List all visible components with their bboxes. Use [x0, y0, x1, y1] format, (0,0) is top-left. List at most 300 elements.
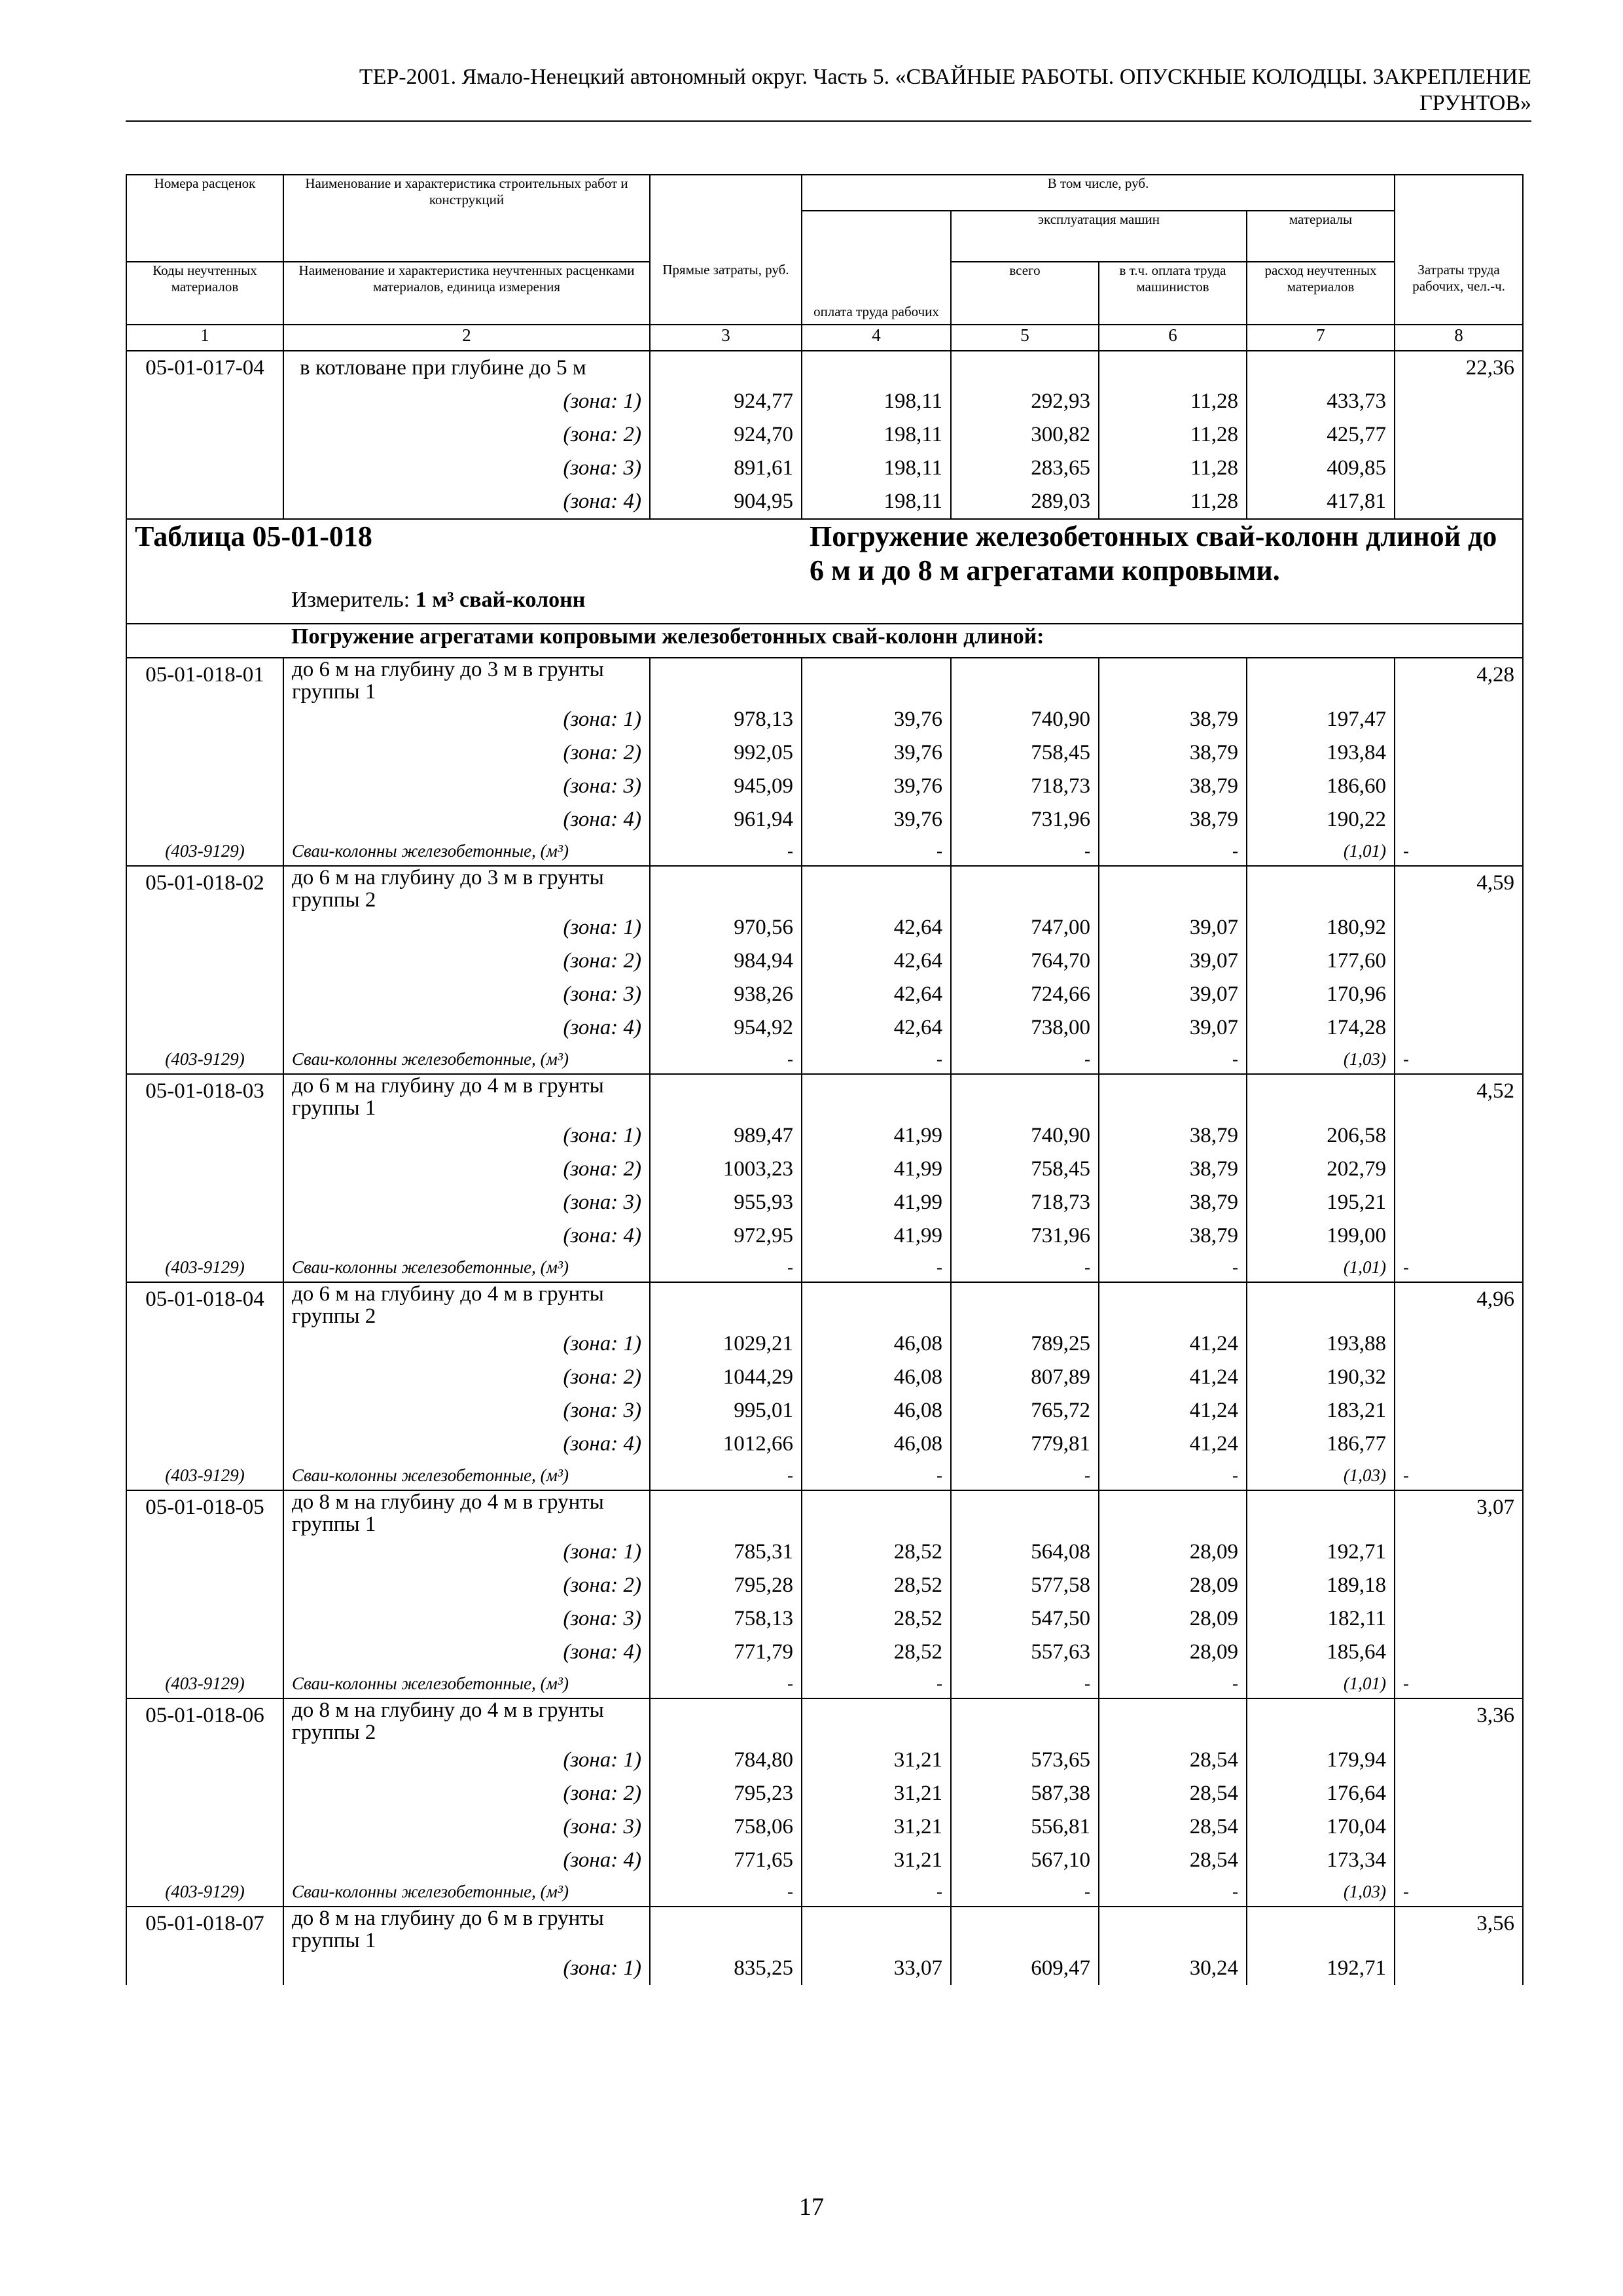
empty-cell [126, 1219, 283, 1253]
empty-cell [1099, 1490, 1247, 1535]
materials-cost: 176,64 [1247, 1777, 1395, 1810]
zone-row [126, 703, 1523, 736]
machines-total: 718,73 [951, 1186, 1099, 1219]
zone-row [126, 1219, 1523, 1253]
materials-cost: 206,58 [1247, 1119, 1395, 1153]
machinist-wages: 30,24 [1099, 1952, 1247, 1985]
table-title-row [126, 519, 1523, 588]
zone-label: (зона: 2) [283, 1569, 650, 1602]
empty-cell [802, 1282, 951, 1327]
column-number: 5 [951, 325, 1099, 351]
empty-cell [1395, 1153, 1523, 1186]
materials-cost: 199,00 [1247, 1219, 1395, 1253]
material-dash: - [650, 836, 802, 866]
machines-total: 556,81 [951, 1810, 1099, 1844]
page-header [126, 64, 1531, 122]
zone-row [126, 1569, 1523, 1602]
column-number: 1 [126, 325, 283, 351]
empty-cell [802, 1074, 951, 1119]
empty-cell [951, 1490, 1099, 1535]
rate-code: 05-01-017-04 [126, 351, 283, 385]
empty-cell [126, 385, 283, 418]
zone-label: (зона: 3) [283, 1602, 650, 1636]
materials-cost: 183,21 [1247, 1394, 1395, 1427]
machines-header: эксплуатация машин [951, 211, 1247, 262]
material-quantity: (1,03) [1247, 1877, 1395, 1907]
column-number: 8 [1395, 325, 1523, 351]
direct-cost: 970,56 [650, 911, 802, 944]
zone-label: (зона: 4) [283, 1844, 650, 1877]
rate-code: 05-01-018-04 [126, 1282, 283, 1327]
table-row [126, 1074, 1523, 1119]
empty-cell [126, 911, 283, 944]
material-dash: - [1395, 1669, 1523, 1698]
empty-cell [650, 866, 802, 911]
machines-total: 577,58 [951, 1569, 1099, 1602]
zone-row [126, 1810, 1523, 1844]
zone-label: (зона: 1) [283, 1535, 650, 1569]
material-code: (403-9129) [126, 836, 283, 866]
zone-row [126, 1777, 1523, 1810]
direct-cost: 978,13 [650, 703, 802, 736]
zone-row [126, 1744, 1523, 1777]
worker-wages: 39,76 [802, 770, 951, 803]
empty-cell [951, 1907, 1099, 1952]
material-dash: - [951, 1045, 1099, 1074]
materials-cost: 186,77 [1247, 1427, 1395, 1461]
machinist-wages: 38,79 [1099, 803, 1247, 836]
materials-cost: 195,21 [1247, 1186, 1395, 1219]
worker-wages: 42,64 [802, 1011, 951, 1045]
empty-cell [1395, 1744, 1523, 1777]
materials-header: материалы [1247, 211, 1395, 262]
empty-cell [650, 1282, 802, 1327]
materials-cost: 170,96 [1247, 978, 1395, 1011]
rate-code: 05-01-018-01 [126, 658, 283, 703]
machinist-wages: 28,09 [1099, 1636, 1247, 1669]
labor-cost: 4,96 [1395, 1282, 1523, 1327]
direct-cost: 785,31 [650, 1535, 802, 1569]
zone-label: (зона: 1) [283, 1744, 650, 1777]
materials-cost: 409,85 [1247, 452, 1395, 485]
material-description: Сваи-колонны железобетонные, (м³) [283, 1877, 650, 1907]
empty-cell [1395, 770, 1523, 803]
machines-total: 807,89 [951, 1361, 1099, 1394]
worker-wages: 46,08 [802, 1394, 951, 1427]
zone-row [126, 944, 1523, 978]
col4-header: оплата труда рабочих [802, 211, 951, 325]
empty-cell [126, 1186, 283, 1219]
col8-header-spacer [1395, 175, 1523, 262]
empty-cell [650, 658, 802, 703]
machines-total: 609,47 [951, 1952, 1099, 1985]
materials-cost: 190,32 [1247, 1361, 1395, 1394]
empty-cell [1395, 1119, 1523, 1153]
materials-cost: 179,94 [1247, 1744, 1395, 1777]
rate-description: в котловане при глубине до 5 м [283, 351, 650, 385]
table-title [802, 519, 1523, 588]
worker-wages: 42,64 [802, 911, 951, 944]
measure [283, 588, 1523, 624]
zone-label: (зона: 3) [283, 978, 650, 1011]
materials-cost: 174,28 [1247, 1011, 1395, 1045]
direct-cost: 945,09 [650, 770, 802, 803]
table-title-line-2: 6 м и до 8 м агрегатами копровыми. [810, 554, 1280, 586]
material-code: (403-9129) [126, 1669, 283, 1698]
column-number: 7 [1247, 325, 1395, 351]
rate-description: до 6 м на глубину до 4 м в грунты группы 1 [283, 1074, 650, 1119]
empty-cell [1395, 736, 1523, 770]
machines-total: 764,70 [951, 944, 1099, 978]
empty-cell [126, 1361, 283, 1394]
empty-cell [1247, 1698, 1395, 1744]
empty-cell [1395, 1361, 1523, 1394]
empty-cell [126, 588, 283, 624]
direct-cost: 984,94 [650, 944, 802, 978]
machines-total: 547,50 [951, 1602, 1099, 1636]
empty-cell [1099, 1282, 1247, 1327]
empty-cell [951, 1074, 1099, 1119]
worker-wages: 41,99 [802, 1219, 951, 1253]
material-code: (403-9129) [126, 1461, 283, 1490]
empty-cell [1395, 1777, 1523, 1810]
col2-top-header: Наименование и характеристика строительных работ и конструкций [283, 175, 650, 262]
material-description: Сваи-колонны железобетонные, (м³) [283, 1045, 650, 1074]
materials-cost: 193,88 [1247, 1327, 1395, 1361]
worker-wages: 42,64 [802, 944, 951, 978]
materials-cost: 193,84 [1247, 736, 1395, 770]
material-code: (403-9129) [126, 1877, 283, 1907]
material-dash: - [650, 1045, 802, 1074]
direct-cost: 758,06 [650, 1810, 802, 1844]
zone-row [126, 1011, 1523, 1045]
machinist-wages: 39,07 [1099, 1011, 1247, 1045]
materials-cost: 202,79 [1247, 1153, 1395, 1186]
empty-cell [1247, 866, 1395, 911]
machinist-wages: 28,54 [1099, 1810, 1247, 1844]
direct-cost: 955,93 [650, 1186, 802, 1219]
group-heading-row [126, 624, 1523, 658]
material-dash: - [802, 1461, 951, 1490]
worker-wages: 41,99 [802, 1153, 951, 1186]
machines-total: 758,45 [951, 736, 1099, 770]
empty-cell [1395, 1535, 1523, 1569]
table-row [126, 866, 1523, 911]
material-row [126, 1461, 1523, 1490]
col5-header: всего [951, 262, 1099, 325]
machinist-wages: 39,07 [1099, 944, 1247, 978]
empty-cell [1395, 452, 1523, 485]
direct-cost: 954,92 [650, 1011, 802, 1045]
empty-cell [126, 1535, 283, 1569]
worker-wages: 39,76 [802, 736, 951, 770]
material-description: Сваи-колонны железобетонные, (м³) [283, 1253, 650, 1282]
empty-cell [951, 1282, 1099, 1327]
zone-label: (зона: 1) [283, 1119, 650, 1153]
empty-cell [951, 351, 1099, 385]
empty-cell [1247, 1074, 1395, 1119]
worker-wages: 198,11 [802, 418, 951, 452]
material-dash: - [1099, 836, 1247, 866]
labor-cost: 4,59 [1395, 866, 1523, 911]
machinist-wages: 28,09 [1099, 1602, 1247, 1636]
material-dash: - [802, 1045, 951, 1074]
material-quantity: (1,03) [1247, 1461, 1395, 1490]
empty-cell [650, 1490, 802, 1535]
worker-wages: 28,52 [802, 1602, 951, 1636]
col8-header: Затраты труда рабочих, чел.-ч. [1395, 262, 1523, 325]
machinist-wages: 38,79 [1099, 703, 1247, 736]
measure-unit: 1 м³ свай-колонн [415, 588, 586, 612]
zone-label: (зона: 2) [283, 1153, 650, 1186]
material-quantity: (1,01) [1247, 1669, 1395, 1698]
machines-total: 747,00 [951, 911, 1099, 944]
machines-total: 292,93 [951, 385, 1099, 418]
zone-label: (зона: 1) [283, 385, 650, 418]
worker-wages: 46,08 [802, 1327, 951, 1361]
worker-wages: 28,52 [802, 1569, 951, 1602]
rate-description: до 8 м на глубину до 6 м в грунты группы 1 [283, 1907, 650, 1952]
machinist-wages: 11,28 [1099, 485, 1247, 519]
direct-cost: 835,25 [650, 1952, 802, 1985]
machinist-wages: 28,09 [1099, 1569, 1247, 1602]
machinist-wages: 41,24 [1099, 1427, 1247, 1461]
rate-description: до 6 м на глубину до 3 м в грунты группы 1 [283, 658, 650, 703]
material-row [126, 1045, 1523, 1074]
empty-cell [126, 1744, 283, 1777]
direct-cost: 1029,21 [650, 1327, 802, 1361]
empty-cell [126, 1327, 283, 1361]
worker-wages: 41,99 [802, 1186, 951, 1219]
machines-total: 564,08 [951, 1535, 1099, 1569]
zone-row [126, 1327, 1523, 1361]
worker-wages: 39,76 [802, 803, 951, 836]
machines-total: 731,96 [951, 1219, 1099, 1253]
machines-total: 587,38 [951, 1777, 1099, 1810]
zone-label: (зона: 4) [283, 485, 650, 519]
zone-row [126, 1153, 1523, 1186]
machines-total: 567,10 [951, 1844, 1099, 1877]
empty-cell [126, 978, 283, 1011]
empty-cell [126, 703, 283, 736]
machines-total: 779,81 [951, 1427, 1099, 1461]
empty-cell [802, 1907, 951, 1952]
table-row [126, 1490, 1523, 1535]
material-description: Сваи-колонны железобетонные, (м³) [283, 836, 650, 866]
incl-header: В том числе, руб. [802, 175, 1395, 211]
table-row [126, 1282, 1523, 1327]
empty-cell [650, 351, 802, 385]
rate-description: до 8 м на глубину до 4 м в грунты группы 2 [283, 1698, 650, 1744]
zone-row [126, 911, 1523, 944]
empty-cell [1395, 1636, 1523, 1669]
empty-cell [126, 1011, 283, 1045]
col3-header: Прямые затраты, руб. [650, 262, 802, 325]
material-dash: - [951, 1877, 1099, 1907]
materials-cost: 173,34 [1247, 1844, 1395, 1877]
zone-row [126, 736, 1523, 770]
machinist-wages: 28,54 [1099, 1744, 1247, 1777]
materials-cost: 190,22 [1247, 803, 1395, 836]
direct-cost: 995,01 [650, 1394, 802, 1427]
empty-cell [1099, 1698, 1247, 1744]
direct-cost: 989,47 [650, 1119, 802, 1153]
materials-cost: 186,60 [1247, 770, 1395, 803]
machinist-wages: 28,54 [1099, 1777, 1247, 1810]
worker-wages: 31,21 [802, 1744, 951, 1777]
empty-cell [1395, 1810, 1523, 1844]
table-row [126, 1907, 1523, 1952]
zone-label: (зона: 3) [283, 1186, 650, 1219]
empty-cell [1099, 658, 1247, 703]
direct-cost: 924,70 [650, 418, 802, 452]
zone-label: (зона: 3) [283, 1810, 650, 1844]
empty-cell [1247, 1907, 1395, 1952]
empty-cell [1099, 866, 1247, 911]
empty-cell [802, 351, 951, 385]
table-row [126, 1698, 1523, 1744]
zone-label: (зона: 4) [283, 1636, 650, 1669]
material-row [126, 1669, 1523, 1698]
zone-row [126, 1186, 1523, 1219]
material-dash: - [1395, 836, 1523, 866]
labor-cost: 4,52 [1395, 1074, 1523, 1119]
machinist-wages: 38,79 [1099, 770, 1247, 803]
worker-wages: 31,21 [802, 1844, 951, 1877]
empty-cell [1247, 1282, 1395, 1327]
empty-cell [126, 1952, 283, 1985]
col3-header-spacer [650, 175, 802, 262]
rate-description: до 6 м на глубину до 4 м в грунты группы 2 [283, 1282, 650, 1327]
column-number: 6 [1099, 325, 1247, 351]
machinist-wages: 28,54 [1099, 1844, 1247, 1877]
material-dash: - [650, 1669, 802, 1698]
machines-total: 758,45 [951, 1153, 1099, 1186]
direct-cost: 961,94 [650, 803, 802, 836]
zone-label: (зона: 1) [283, 1952, 650, 1985]
machinist-wages: 38,79 [1099, 1186, 1247, 1219]
machinist-wages: 11,28 [1099, 418, 1247, 452]
material-dash: - [1395, 1253, 1523, 1282]
empty-cell [1395, 911, 1523, 944]
empty-cell [126, 1636, 283, 1669]
machinist-wages: 28,09 [1099, 1535, 1247, 1569]
group-heading: Погружение агрегатами копровыми железобетонных свай-колонн длиной: [283, 624, 1523, 658]
material-description: Сваи-колонны железобетонные, (м³) [283, 1669, 650, 1698]
empty-cell [1395, 1427, 1523, 1461]
empty-cell [1395, 1602, 1523, 1636]
machines-total: 789,25 [951, 1327, 1099, 1361]
worker-wages: 41,99 [802, 1119, 951, 1153]
worker-wages: 39,76 [802, 703, 951, 736]
direct-cost: 795,28 [650, 1569, 802, 1602]
zone-label: (зона: 4) [283, 1011, 650, 1045]
page-number: 17 [799, 2193, 824, 2221]
direct-cost: 784,80 [650, 1744, 802, 1777]
rate-code: 05-01-018-07 [126, 1907, 283, 1952]
material-quantity: (1,01) [1247, 836, 1395, 866]
empty-cell [1395, 1844, 1523, 1877]
zone-label: (зона: 2) [283, 1777, 650, 1810]
materials-cost: 197,47 [1247, 703, 1395, 736]
empty-cell [1099, 1907, 1247, 1952]
material-description: Сваи-колонны железобетонные, (м³) [283, 1461, 650, 1490]
empty-cell [1395, 485, 1523, 519]
direct-cost: 771,65 [650, 1844, 802, 1877]
material-row [126, 836, 1523, 866]
zone-label: (зона: 2) [283, 944, 650, 978]
machinist-wages: 41,24 [1099, 1394, 1247, 1427]
col1-bottom-header: Коды неучтенных материалов [126, 262, 283, 325]
rate-description: до 6 м на глубину до 3 м в грунты группы 2 [283, 866, 650, 911]
material-dash: - [1099, 1045, 1247, 1074]
worker-wages: 33,07 [802, 1952, 951, 1985]
zone-label: (зона: 4) [283, 1219, 650, 1253]
materials-cost: 425,77 [1247, 418, 1395, 452]
zone-row [126, 1602, 1523, 1636]
empty-cell [1395, 703, 1523, 736]
col1-top-header: Номера расценок [126, 175, 283, 262]
rate-code: 05-01-018-02 [126, 866, 283, 911]
machinist-wages: 41,24 [1099, 1361, 1247, 1394]
direct-cost: 938,26 [650, 978, 802, 1011]
direct-cost: 795,23 [650, 1777, 802, 1810]
empty-cell [1395, 1394, 1523, 1427]
zone-row [126, 1636, 1523, 1669]
machines-total: 300,82 [951, 418, 1099, 452]
empty-cell [1395, 385, 1523, 418]
worker-wages: 31,21 [802, 1810, 951, 1844]
material-dash: - [802, 1669, 951, 1698]
labor-cost: 3,07 [1395, 1490, 1523, 1535]
zone-row [126, 385, 1523, 418]
empty-cell [126, 624, 283, 658]
machinist-wages: 11,28 [1099, 385, 1247, 418]
zone-label: (зона: 3) [283, 1394, 650, 1427]
table-row [126, 658, 1523, 703]
empty-cell [1395, 1569, 1523, 1602]
zone-row [126, 485, 1523, 519]
material-dash: - [1395, 1877, 1523, 1907]
empty-cell [802, 866, 951, 911]
zone-label: (зона: 2) [283, 736, 650, 770]
measure-prefix: Измеритель: [291, 588, 410, 612]
direct-cost: 1012,66 [650, 1427, 802, 1461]
material-row [126, 1877, 1523, 1907]
empty-cell [126, 1810, 283, 1844]
rate-code: 05-01-018-05 [126, 1490, 283, 1535]
labor-cost: 3,36 [1395, 1698, 1523, 1744]
zone-label: (зона: 3) [283, 770, 650, 803]
empty-cell [1247, 1490, 1395, 1535]
empty-cell [1247, 658, 1395, 703]
material-row [126, 1253, 1523, 1282]
rate-code: 05-01-018-03 [126, 1074, 283, 1119]
empty-cell [650, 1074, 802, 1119]
empty-cell [951, 1698, 1099, 1744]
worker-wages: 46,08 [802, 1427, 951, 1461]
empty-cell [126, 1119, 283, 1153]
measure-row [126, 588, 1523, 624]
column-number: 2 [283, 325, 650, 351]
empty-cell [1395, 944, 1523, 978]
material-dash: - [1099, 1461, 1247, 1490]
machines-total: 557,63 [951, 1636, 1099, 1669]
material-dash: - [951, 1669, 1099, 1698]
direct-cost: 1003,23 [650, 1153, 802, 1186]
empty-cell [126, 770, 283, 803]
col7-header: расход неучтенных материалов [1247, 262, 1395, 325]
